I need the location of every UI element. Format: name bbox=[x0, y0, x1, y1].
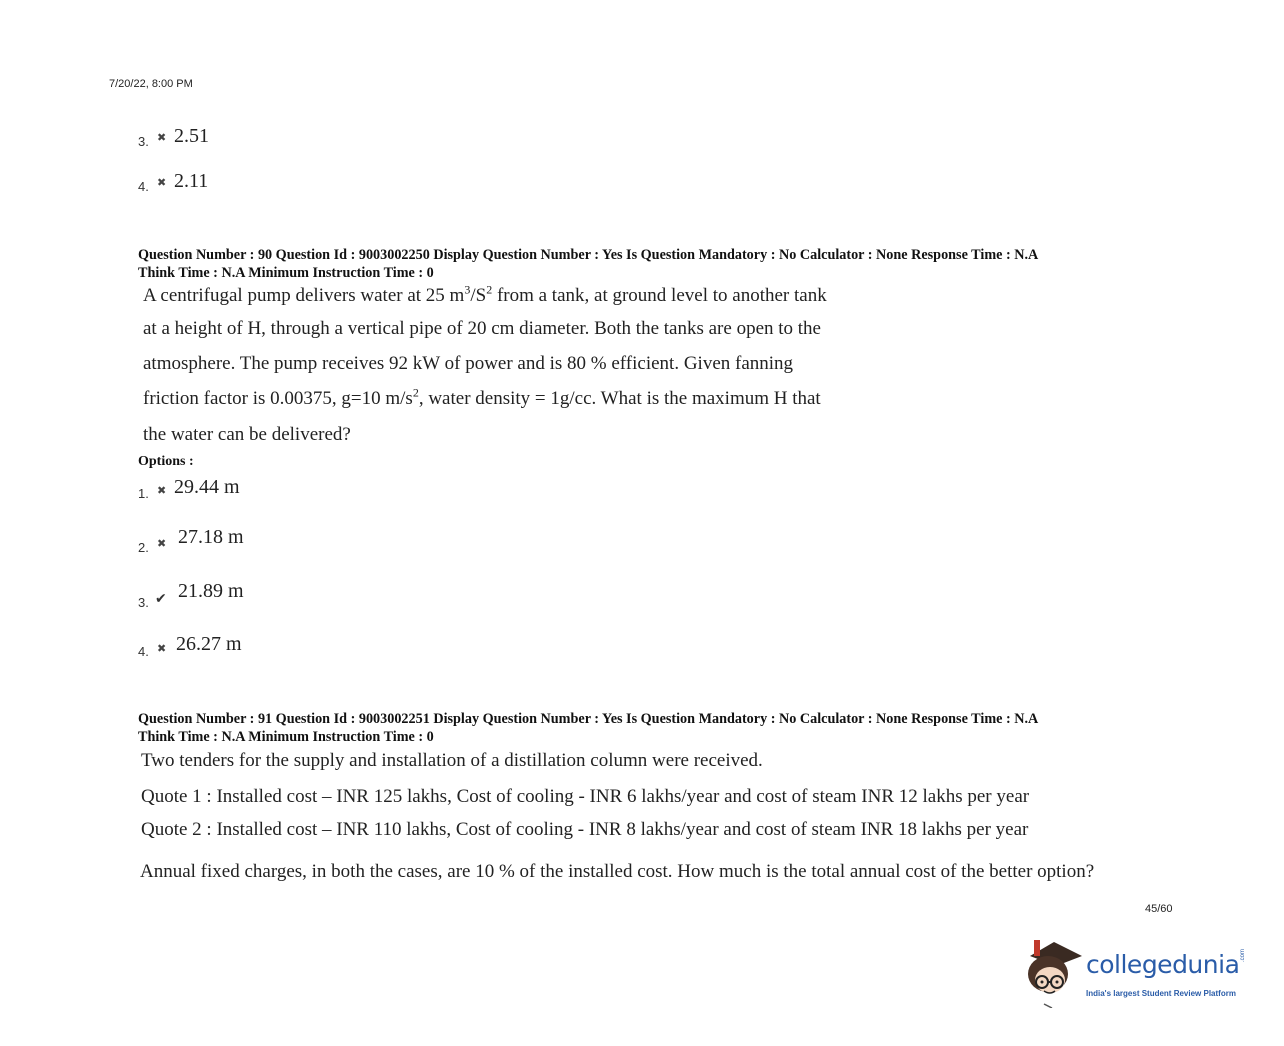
option-value: 29.44 m bbox=[174, 476, 240, 498]
question-91-meta bbox=[138, 710, 1178, 746]
options-label: Options : bbox=[138, 454, 194, 469]
logo-tagline: India's largest Student Review Platform bbox=[1086, 989, 1236, 998]
option-number: 4. bbox=[138, 644, 149, 659]
question-90-text-line-3: atmosphere. The pump receives 92 kW of power and is 80 % efficient. Given fanning bbox=[143, 353, 794, 374]
cross-icon: ✖ bbox=[157, 484, 167, 497]
question-90-meta bbox=[138, 246, 1178, 282]
option-value: 27.18 m bbox=[178, 526, 244, 548]
meta-line-1: Question Number : 91 Question Id : 9003002251 Display Question Number : Yes Is Question Mandatory : No Calculator : None Response Time : N.A bbox=[138, 711, 1039, 727]
superscript: 2 bbox=[486, 282, 493, 297]
option-number: 1. bbox=[138, 486, 149, 501]
text-segment: A centrifugal pump delivers water at 25 m bbox=[143, 285, 465, 306]
question-91-text-line-3: Quote 2 : Installed cost – INR 110 lakhs, Cost of cooling - INR 8 lakhs/year and cost of steam INR 18 lakhs per year bbox=[141, 819, 1029, 840]
option-number: 4. bbox=[138, 179, 149, 194]
question-90-text-line-1 bbox=[143, 282, 827, 307]
cross-icon: ✖ bbox=[157, 131, 167, 144]
option-number: 3. bbox=[138, 595, 149, 610]
logo-dotcom: .com bbox=[1240, 948, 1246, 962]
cross-icon: ✖ bbox=[157, 537, 167, 550]
option-value: 21.89 m bbox=[178, 580, 244, 602]
question-91-text-line-2: Quote 1 : Installed cost – INR 125 lakhs, Cost of cooling - INR 6 lakhs/year and cost of steam INR 12 lakhs per year bbox=[141, 786, 1030, 807]
check-icon: ✔ bbox=[155, 591, 167, 607]
option-value: 2.11 bbox=[174, 170, 209, 192]
option-number: 3. bbox=[138, 134, 149, 149]
meta-line-2: Think Time : N.A Minimum Instruction Time : 0 bbox=[138, 729, 434, 745]
superscript: 2 bbox=[412, 385, 419, 400]
superscript: 3 bbox=[464, 282, 471, 297]
text-segment: /S bbox=[470, 285, 487, 306]
collegedunia-logo bbox=[1024, 938, 1254, 1008]
text-segment: , water density = 1g/cc. What is the maximum H that bbox=[418, 388, 821, 409]
question-91-text-line-1: Two tenders for the supply and installation of a distillation column were received. bbox=[141, 750, 763, 771]
question-90-text-line-5: the water can be delivered? bbox=[143, 424, 351, 445]
mascot-icon bbox=[1024, 938, 1084, 1008]
meta-line-2: Think Time : N.A Minimum Instruction Time : 0 bbox=[138, 265, 434, 281]
option-value: 26.27 m bbox=[176, 633, 242, 655]
meta-line-1: Question Number : 90 Question Id : 9003002250 Display Question Number : Yes Is Question Mandatory : No Calculator : None Response Time : N.A bbox=[138, 247, 1039, 263]
cross-icon: ✖ bbox=[157, 642, 167, 655]
print-timestamp: 7/20/22, 8:00 PM bbox=[109, 78, 193, 90]
option-value: 2.51 bbox=[174, 125, 209, 147]
text-segment: friction factor is 0.00375, g=10 m/s bbox=[143, 388, 413, 409]
logo-wordmark: collegedunia bbox=[1086, 950, 1240, 979]
text-segment: from a tank, at ground level to another tank bbox=[492, 285, 827, 306]
question-90-text-line-4 bbox=[143, 385, 821, 410]
cross-icon: ✖ bbox=[157, 176, 167, 189]
question-90-text-line-2: at a height of H, through a vertical pipe of 20 cm diameter. Both the tanks are open to the bbox=[143, 318, 821, 339]
option-number: 2. bbox=[138, 540, 149, 555]
page-number: 45/60 bbox=[1145, 903, 1173, 915]
question-91-text-line-4: Annual fixed charges, in both the cases, are 10 % of the installed cost. How much is the total annual cost of the better option? bbox=[140, 861, 1095, 882]
